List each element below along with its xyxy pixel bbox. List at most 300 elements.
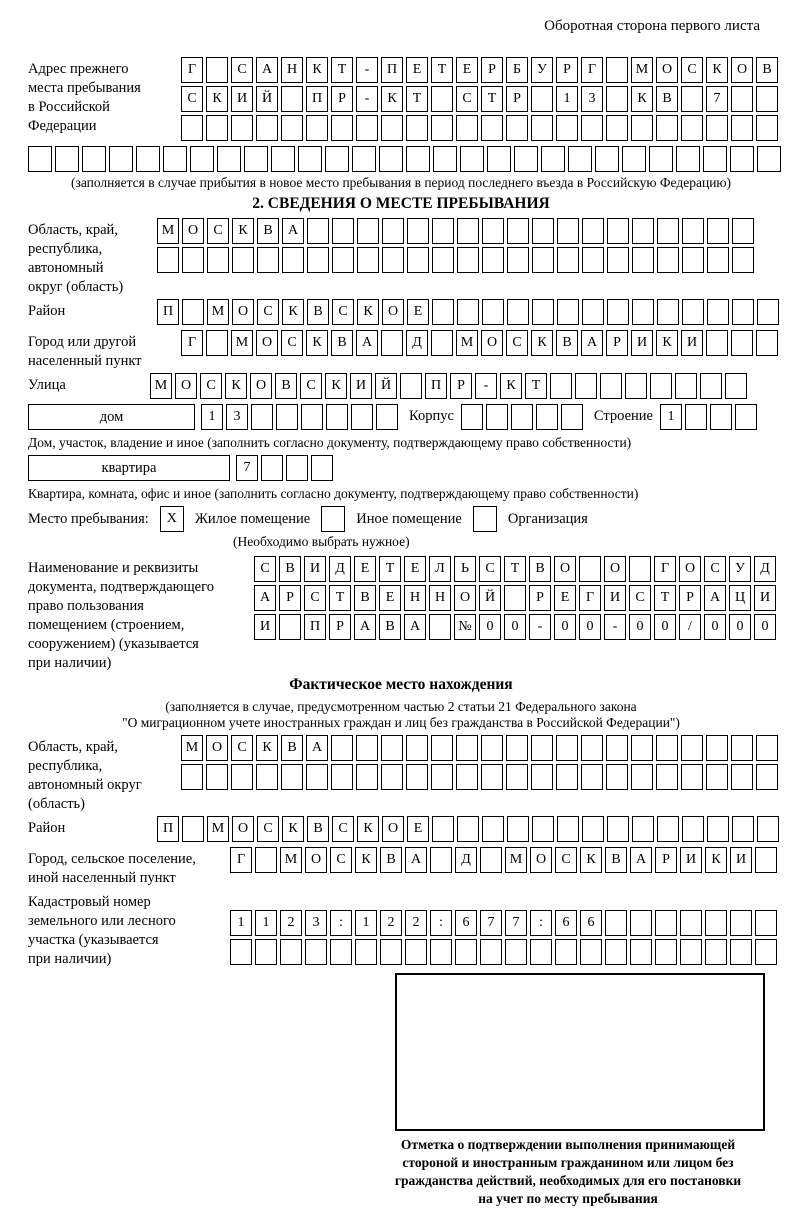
char-box[interactable]: М xyxy=(231,330,253,356)
char-box[interactable]: Т xyxy=(329,585,351,611)
char-box[interactable] xyxy=(280,939,302,965)
char-box[interactable] xyxy=(507,299,529,325)
char-box[interactable] xyxy=(406,764,428,790)
char-box[interactable]: И xyxy=(754,585,776,611)
char-box[interactable] xyxy=(182,816,204,842)
char-box[interactable]: Р xyxy=(329,614,351,640)
char-box[interactable] xyxy=(486,404,508,430)
char-box[interactable]: 2 xyxy=(280,910,302,936)
char-box[interactable]: А xyxy=(581,330,603,356)
char-box[interactable]: В xyxy=(275,373,297,399)
char-box[interactable] xyxy=(700,373,722,399)
char-box[interactable]: О xyxy=(382,299,404,325)
char-box[interactable] xyxy=(511,404,533,430)
char-box[interactable]: № xyxy=(454,614,476,640)
char-box[interactable]: П xyxy=(306,86,328,112)
char-box[interactable] xyxy=(730,910,752,936)
char-box[interactable] xyxy=(581,115,603,141)
char-box[interactable] xyxy=(705,939,727,965)
char-box[interactable] xyxy=(507,247,529,273)
char-box[interactable] xyxy=(656,764,678,790)
char-box[interactable]: О xyxy=(206,735,228,761)
char-box[interactable]: И xyxy=(350,373,372,399)
char-box[interactable] xyxy=(507,218,529,244)
char-box[interactable]: 0 xyxy=(629,614,651,640)
char-box[interactable] xyxy=(281,764,303,790)
char-box[interactable]: А xyxy=(254,585,276,611)
char-box[interactable]: О xyxy=(182,218,204,244)
char-box[interactable] xyxy=(757,816,779,842)
char-box[interactable]: С xyxy=(231,57,253,83)
char-box[interactable]: В xyxy=(605,847,627,873)
char-box[interactable]: Е xyxy=(404,556,426,582)
char-box[interactable] xyxy=(607,816,629,842)
char-box[interactable] xyxy=(356,735,378,761)
char-box[interactable] xyxy=(685,404,707,430)
char-box[interactable] xyxy=(532,816,554,842)
char-box[interactable]: Е xyxy=(456,57,478,83)
char-box[interactable] xyxy=(756,115,778,141)
char-box[interactable] xyxy=(536,404,558,430)
char-box[interactable]: С xyxy=(257,816,279,842)
checkbox-other-premise[interactable] xyxy=(321,506,345,532)
char-box[interactable] xyxy=(631,764,653,790)
char-box[interactable]: П xyxy=(425,373,447,399)
char-box[interactable] xyxy=(505,939,527,965)
char-box[interactable] xyxy=(431,735,453,761)
char-box[interactable] xyxy=(271,146,295,172)
char-box[interactable]: Т xyxy=(331,57,353,83)
char-box[interactable]: К xyxy=(531,330,553,356)
char-box[interactable]: 3 xyxy=(226,404,248,430)
char-box[interactable] xyxy=(755,910,777,936)
char-box[interactable]: Т xyxy=(504,556,526,582)
char-box[interactable] xyxy=(352,146,376,172)
char-box[interactable]: К xyxy=(631,86,653,112)
char-box[interactable]: 0 xyxy=(754,614,776,640)
char-box[interactable] xyxy=(482,299,504,325)
char-box[interactable] xyxy=(532,299,554,325)
char-box[interactable]: С xyxy=(281,330,303,356)
char-box[interactable]: Т xyxy=(379,556,401,582)
char-box[interactable]: Р xyxy=(606,330,628,356)
char-box[interactable]: И xyxy=(680,847,702,873)
char-box[interactable]: Т xyxy=(431,57,453,83)
char-box[interactable]: К xyxy=(357,299,379,325)
char-box[interactable] xyxy=(244,146,268,172)
char-box[interactable]: С xyxy=(681,57,703,83)
char-box[interactable] xyxy=(376,404,398,430)
char-box[interactable] xyxy=(357,218,379,244)
char-box[interactable]: 6 xyxy=(455,910,477,936)
char-box[interactable]: К xyxy=(705,847,727,873)
char-box[interactable] xyxy=(600,373,622,399)
char-box[interactable]: С xyxy=(629,585,651,611)
char-box[interactable]: С xyxy=(207,218,229,244)
char-box[interactable] xyxy=(731,764,753,790)
char-box[interactable]: А xyxy=(306,735,328,761)
char-box[interactable] xyxy=(206,330,228,356)
char-box[interactable]: В xyxy=(656,86,678,112)
char-box[interactable] xyxy=(406,115,428,141)
char-box[interactable] xyxy=(298,146,322,172)
char-box[interactable]: Й xyxy=(375,373,397,399)
char-box[interactable]: М xyxy=(207,816,229,842)
char-box[interactable]: 1 xyxy=(556,86,578,112)
char-box[interactable] xyxy=(356,764,378,790)
char-box[interactable]: И xyxy=(681,330,703,356)
char-box[interactable] xyxy=(430,847,452,873)
char-box[interactable] xyxy=(756,764,778,790)
char-box[interactable] xyxy=(163,146,187,172)
char-box[interactable] xyxy=(481,115,503,141)
char-box[interactable] xyxy=(632,247,654,273)
char-box[interactable] xyxy=(231,115,253,141)
char-box[interactable]: Р xyxy=(331,86,353,112)
char-box[interactable] xyxy=(279,614,301,640)
char-box[interactable]: М xyxy=(280,847,302,873)
char-box[interactable] xyxy=(432,816,454,842)
char-box[interactable] xyxy=(381,764,403,790)
char-box[interactable] xyxy=(531,735,553,761)
char-box[interactable]: С xyxy=(257,299,279,325)
char-box[interactable]: П xyxy=(157,299,179,325)
char-box[interactable]: Д xyxy=(406,330,428,356)
char-box[interactable] xyxy=(632,816,654,842)
char-box[interactable]: У xyxy=(729,556,751,582)
char-box[interactable] xyxy=(630,939,652,965)
char-box[interactable]: О xyxy=(175,373,197,399)
char-box[interactable] xyxy=(407,247,429,273)
char-box[interactable]: О xyxy=(554,556,576,582)
char-box[interactable]: Р xyxy=(481,57,503,83)
char-box[interactable] xyxy=(625,373,647,399)
char-box[interactable]: : xyxy=(330,910,352,936)
char-box[interactable] xyxy=(217,146,241,172)
char-box[interactable] xyxy=(676,146,700,172)
char-box[interactable] xyxy=(682,247,704,273)
char-box[interactable]: О xyxy=(604,556,626,582)
char-box[interactable] xyxy=(506,115,528,141)
char-box[interactable]: Е xyxy=(354,556,376,582)
char-box[interactable]: А xyxy=(356,330,378,356)
char-box[interactable] xyxy=(456,764,478,790)
char-box[interactable] xyxy=(756,330,778,356)
char-box[interactable] xyxy=(606,735,628,761)
char-box[interactable]: В xyxy=(529,556,551,582)
char-box[interactable] xyxy=(649,146,673,172)
char-box[interactable] xyxy=(607,247,629,273)
char-box[interactable]: В xyxy=(556,330,578,356)
char-box[interactable]: К xyxy=(357,816,379,842)
char-box[interactable]: П xyxy=(304,614,326,640)
char-box[interactable] xyxy=(657,247,679,273)
char-box[interactable]: С xyxy=(304,585,326,611)
char-box[interactable]: М xyxy=(505,847,527,873)
char-box[interactable]: 0 xyxy=(579,614,601,640)
char-box[interactable] xyxy=(482,218,504,244)
char-box[interactable] xyxy=(731,86,753,112)
char-box[interactable] xyxy=(607,218,629,244)
char-box[interactable]: С xyxy=(254,556,276,582)
char-box[interactable]: - xyxy=(529,614,551,640)
char-box[interactable]: А xyxy=(282,218,304,244)
char-box[interactable]: С xyxy=(555,847,577,873)
char-box[interactable] xyxy=(506,764,528,790)
char-box[interactable]: М xyxy=(157,218,179,244)
char-box[interactable] xyxy=(182,247,204,273)
char-box[interactable]: Д xyxy=(455,847,477,873)
char-box[interactable]: И xyxy=(604,585,626,611)
char-box[interactable] xyxy=(706,330,728,356)
char-box[interactable] xyxy=(595,146,619,172)
char-box[interactable]: К xyxy=(306,57,328,83)
char-box[interactable] xyxy=(455,939,477,965)
char-box[interactable] xyxy=(431,115,453,141)
char-box[interactable]: Н xyxy=(281,57,303,83)
char-box[interactable]: О xyxy=(530,847,552,873)
char-box[interactable] xyxy=(581,735,603,761)
char-box[interactable] xyxy=(680,939,702,965)
char-box[interactable] xyxy=(682,218,704,244)
char-box[interactable] xyxy=(606,115,628,141)
char-box[interactable] xyxy=(582,299,604,325)
char-box[interactable]: 0 xyxy=(554,614,576,640)
char-box[interactable] xyxy=(181,764,203,790)
char-box[interactable] xyxy=(681,735,703,761)
char-box[interactable]: 0 xyxy=(479,614,501,640)
char-box[interactable] xyxy=(432,299,454,325)
char-box[interactable]: Р xyxy=(529,585,551,611)
char-box[interactable] xyxy=(605,910,627,936)
char-box[interactable]: Г xyxy=(181,330,203,356)
char-box[interactable] xyxy=(306,115,328,141)
char-box[interactable] xyxy=(311,455,333,481)
char-box[interactable] xyxy=(255,939,277,965)
char-box[interactable] xyxy=(568,146,592,172)
char-box[interactable]: Е xyxy=(406,57,428,83)
house-type-box[interactable]: дом xyxy=(28,404,195,430)
char-box[interactable] xyxy=(731,330,753,356)
char-box[interactable] xyxy=(730,939,752,965)
char-box[interactable] xyxy=(206,57,228,83)
char-box[interactable]: В xyxy=(307,816,329,842)
char-box[interactable]: В xyxy=(331,330,353,356)
char-box[interactable]: В xyxy=(307,299,329,325)
char-box[interactable]: О xyxy=(731,57,753,83)
char-box[interactable] xyxy=(282,247,304,273)
char-box[interactable] xyxy=(732,218,754,244)
char-box[interactable] xyxy=(433,146,457,172)
char-box[interactable] xyxy=(331,115,353,141)
char-box[interactable] xyxy=(431,330,453,356)
char-box[interactable] xyxy=(550,373,572,399)
char-box[interactable] xyxy=(606,86,628,112)
char-box[interactable] xyxy=(557,816,579,842)
char-box[interactable] xyxy=(575,373,597,399)
char-box[interactable] xyxy=(325,146,349,172)
char-box[interactable]: 0 xyxy=(729,614,751,640)
char-box[interactable]: 0 xyxy=(654,614,676,640)
char-box[interactable]: М xyxy=(150,373,172,399)
char-box[interactable] xyxy=(481,735,503,761)
char-box[interactable] xyxy=(757,299,779,325)
char-box[interactable]: А xyxy=(630,847,652,873)
char-box[interactable] xyxy=(480,939,502,965)
char-box[interactable]: Й xyxy=(256,86,278,112)
char-box[interactable] xyxy=(580,939,602,965)
char-box[interactable] xyxy=(487,146,511,172)
char-box[interactable] xyxy=(456,735,478,761)
char-box[interactable]: Д xyxy=(754,556,776,582)
char-box[interactable] xyxy=(28,146,52,172)
char-box[interactable] xyxy=(707,247,729,273)
char-box[interactable]: 7 xyxy=(706,86,728,112)
char-box[interactable]: Н xyxy=(429,585,451,611)
char-box[interactable]: Т xyxy=(406,86,428,112)
char-box[interactable] xyxy=(307,247,329,273)
char-box[interactable] xyxy=(650,373,672,399)
char-box[interactable] xyxy=(532,218,554,244)
char-box[interactable] xyxy=(331,735,353,761)
char-box[interactable] xyxy=(579,556,601,582)
char-box[interactable]: С xyxy=(300,373,322,399)
char-box[interactable] xyxy=(82,146,106,172)
char-box[interactable] xyxy=(506,735,528,761)
char-box[interactable]: О xyxy=(382,816,404,842)
char-box[interactable] xyxy=(407,218,429,244)
char-box[interactable]: И xyxy=(730,847,752,873)
char-box[interactable]: Г xyxy=(181,57,203,83)
char-box[interactable]: 1 xyxy=(255,910,277,936)
char-box[interactable]: А xyxy=(405,847,427,873)
char-box[interactable]: М xyxy=(207,299,229,325)
char-box[interactable] xyxy=(682,816,704,842)
char-box[interactable]: В xyxy=(281,735,303,761)
char-box[interactable] xyxy=(731,735,753,761)
char-box[interactable]: О xyxy=(305,847,327,873)
char-box[interactable] xyxy=(531,86,553,112)
char-box[interactable]: К xyxy=(706,57,728,83)
char-box[interactable]: В xyxy=(756,57,778,83)
char-box[interactable] xyxy=(710,404,732,430)
char-box[interactable]: - xyxy=(356,86,378,112)
char-box[interactable] xyxy=(531,764,553,790)
char-box[interactable]: Р xyxy=(556,57,578,83)
char-box[interactable]: 0 xyxy=(504,614,526,640)
char-box[interactable]: К xyxy=(656,330,678,356)
char-box[interactable]: Т xyxy=(525,373,547,399)
char-box[interactable] xyxy=(182,299,204,325)
char-box[interactable] xyxy=(703,146,727,172)
char-box[interactable]: О xyxy=(656,57,678,83)
char-box[interactable]: Б xyxy=(506,57,528,83)
char-box[interactable]: О xyxy=(256,330,278,356)
char-box[interactable] xyxy=(605,939,627,965)
char-box[interactable]: Р xyxy=(679,585,701,611)
char-box[interactable]: К xyxy=(206,86,228,112)
char-box[interactable] xyxy=(606,57,628,83)
char-box[interactable] xyxy=(706,764,728,790)
char-box[interactable] xyxy=(380,939,402,965)
char-box[interactable] xyxy=(256,764,278,790)
char-box[interactable]: В xyxy=(354,585,376,611)
char-box[interactable]: 3 xyxy=(581,86,603,112)
char-box[interactable] xyxy=(332,247,354,273)
char-box[interactable] xyxy=(231,764,253,790)
char-box[interactable] xyxy=(581,764,603,790)
char-box[interactable]: С xyxy=(332,299,354,325)
char-box[interactable] xyxy=(755,939,777,965)
char-box[interactable]: С xyxy=(704,556,726,582)
char-box[interactable] xyxy=(382,247,404,273)
char-box[interactable] xyxy=(530,939,552,965)
char-box[interactable] xyxy=(732,816,754,842)
char-box[interactable]: 2 xyxy=(380,910,402,936)
char-box[interactable] xyxy=(431,764,453,790)
char-box[interactable]: 6 xyxy=(580,910,602,936)
char-box[interactable]: С xyxy=(456,86,478,112)
char-box[interactable]: Г xyxy=(654,556,676,582)
char-box[interactable]: Ц xyxy=(729,585,751,611)
char-box[interactable] xyxy=(157,247,179,273)
char-box[interactable]: К xyxy=(325,373,347,399)
char-box[interactable]: С xyxy=(506,330,528,356)
char-box[interactable] xyxy=(532,247,554,273)
char-box[interactable] xyxy=(632,218,654,244)
char-box[interactable]: У xyxy=(531,57,553,83)
char-box[interactable] xyxy=(582,218,604,244)
char-box[interactable] xyxy=(432,247,454,273)
char-box[interactable] xyxy=(429,614,451,640)
char-box[interactable] xyxy=(656,115,678,141)
char-box[interactable] xyxy=(305,939,327,965)
char-box[interactable] xyxy=(655,910,677,936)
char-box[interactable] xyxy=(306,764,328,790)
char-box[interactable] xyxy=(460,146,484,172)
char-box[interactable] xyxy=(332,218,354,244)
char-box[interactable] xyxy=(730,146,754,172)
char-box[interactable] xyxy=(655,939,677,965)
char-box[interactable] xyxy=(382,218,404,244)
char-box[interactable]: Г xyxy=(581,57,603,83)
char-box[interactable]: Е xyxy=(407,299,429,325)
char-box[interactable]: Р xyxy=(450,373,472,399)
char-box[interactable]: П xyxy=(157,816,179,842)
char-box[interactable] xyxy=(557,218,579,244)
char-box[interactable] xyxy=(432,218,454,244)
char-box[interactable]: К xyxy=(500,373,522,399)
char-box[interactable]: О xyxy=(679,556,701,582)
char-box[interactable]: С xyxy=(330,847,352,873)
char-box[interactable] xyxy=(606,764,628,790)
char-box[interactable] xyxy=(556,764,578,790)
char-box[interactable] xyxy=(457,299,479,325)
char-box[interactable] xyxy=(630,910,652,936)
char-box[interactable]: Д xyxy=(329,556,351,582)
char-box[interactable]: А xyxy=(354,614,376,640)
char-box[interactable]: 7 xyxy=(505,910,527,936)
char-box[interactable] xyxy=(514,146,538,172)
char-box[interactable] xyxy=(55,146,79,172)
char-box[interactable]: О xyxy=(232,816,254,842)
char-box[interactable]: : xyxy=(530,910,552,936)
char-box[interactable] xyxy=(507,816,529,842)
char-box[interactable] xyxy=(706,115,728,141)
char-box[interactable] xyxy=(707,299,729,325)
char-box[interactable] xyxy=(680,910,702,936)
char-box[interactable]: 0 xyxy=(704,614,726,640)
